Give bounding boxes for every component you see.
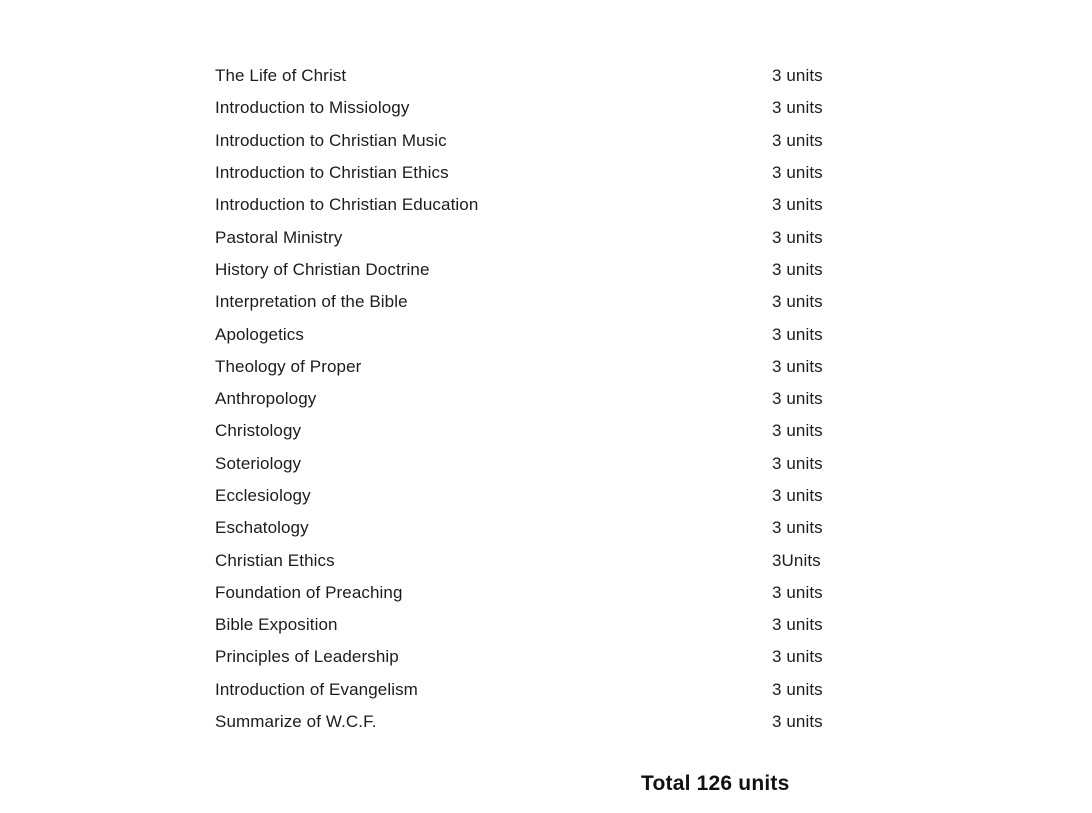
course-row <box>215 544 855 576</box>
course-name: Christian Ethics <box>215 550 335 570</box>
course-name: The Life of Christ <box>215 66 347 86</box>
course-list <box>215 60 855 738</box>
course-units: 3 units <box>772 163 823 183</box>
course-row <box>215 706 855 738</box>
course-units: 3 units <box>772 66 823 86</box>
course-name: Foundation of Preaching <box>215 582 403 602</box>
course-units: 3 units <box>772 292 823 312</box>
course-name: Christology <box>215 421 302 441</box>
course-units: 3 units <box>772 582 823 602</box>
course-units: 3 units <box>772 389 823 409</box>
course-units: 3 units <box>772 195 823 215</box>
course-row <box>215 221 855 253</box>
total-units-label: Total 126 units <box>641 772 790 795</box>
course-units: 3 units <box>772 356 823 376</box>
course-name: Ecclesiology <box>215 486 311 505</box>
course-units: 3Units <box>772 550 821 570</box>
course-name: Introduction of Evangelism <box>215 679 418 699</box>
course-units: 3 units <box>772 98 823 118</box>
course-name: Introduction to Christian Education <box>215 195 479 215</box>
course-row <box>215 254 855 286</box>
course-row <box>215 351 855 383</box>
course-units: 3 units <box>772 421 823 441</box>
course-row <box>215 577 855 609</box>
course-units: 3 units <box>772 227 823 247</box>
course-units: 3 units <box>772 324 823 344</box>
course-row <box>215 415 855 447</box>
course-name: Introduction to Missiology <box>215 98 410 118</box>
course-row <box>215 609 855 641</box>
course-units: 3 units <box>772 486 823 505</box>
course-units: 3 units <box>772 453 823 473</box>
course-name: Soteriology <box>215 453 302 473</box>
course-units: 3 units <box>772 615 823 635</box>
course-name: Principles of Leadership <box>215 647 399 667</box>
course-name: History of Christian Doctrine <box>215 259 430 279</box>
course-row <box>215 92 855 124</box>
course-row <box>215 480 855 512</box>
course-name: Eschatology <box>215 518 309 538</box>
course-units: 3 units <box>772 647 823 667</box>
course-row <box>215 189 855 221</box>
course-name: Bible Exposition <box>215 615 338 635</box>
course-units: 3 units <box>772 679 823 699</box>
course-name: Pastoral Ministry <box>215 227 343 247</box>
course-name: Interpretation of the Bible <box>215 292 408 312</box>
course-name: Introduction to Christian Ethics <box>215 163 449 183</box>
course-name: Anthropology <box>215 389 317 409</box>
course-name: Summarize of W.C.F. <box>215 712 377 732</box>
course-units: 3 units <box>772 130 823 150</box>
course-row <box>215 448 855 480</box>
course-units: 3 units <box>772 518 823 538</box>
course-row <box>215 318 855 350</box>
course-name: Apologetics <box>215 324 304 344</box>
course-row <box>215 641 855 673</box>
course-units: 3 units <box>772 712 823 732</box>
course-row <box>215 157 855 189</box>
course-row <box>215 383 855 415</box>
course-units: 3 units <box>772 259 823 279</box>
course-row <box>215 286 855 318</box>
course-name: Theology of Proper <box>215 356 362 376</box>
course-row <box>215 674 855 706</box>
course-row <box>215 512 855 544</box>
course-name: Introduction to Christian Music <box>215 130 447 150</box>
course-row <box>215 60 855 92</box>
course-row <box>215 125 855 157</box>
